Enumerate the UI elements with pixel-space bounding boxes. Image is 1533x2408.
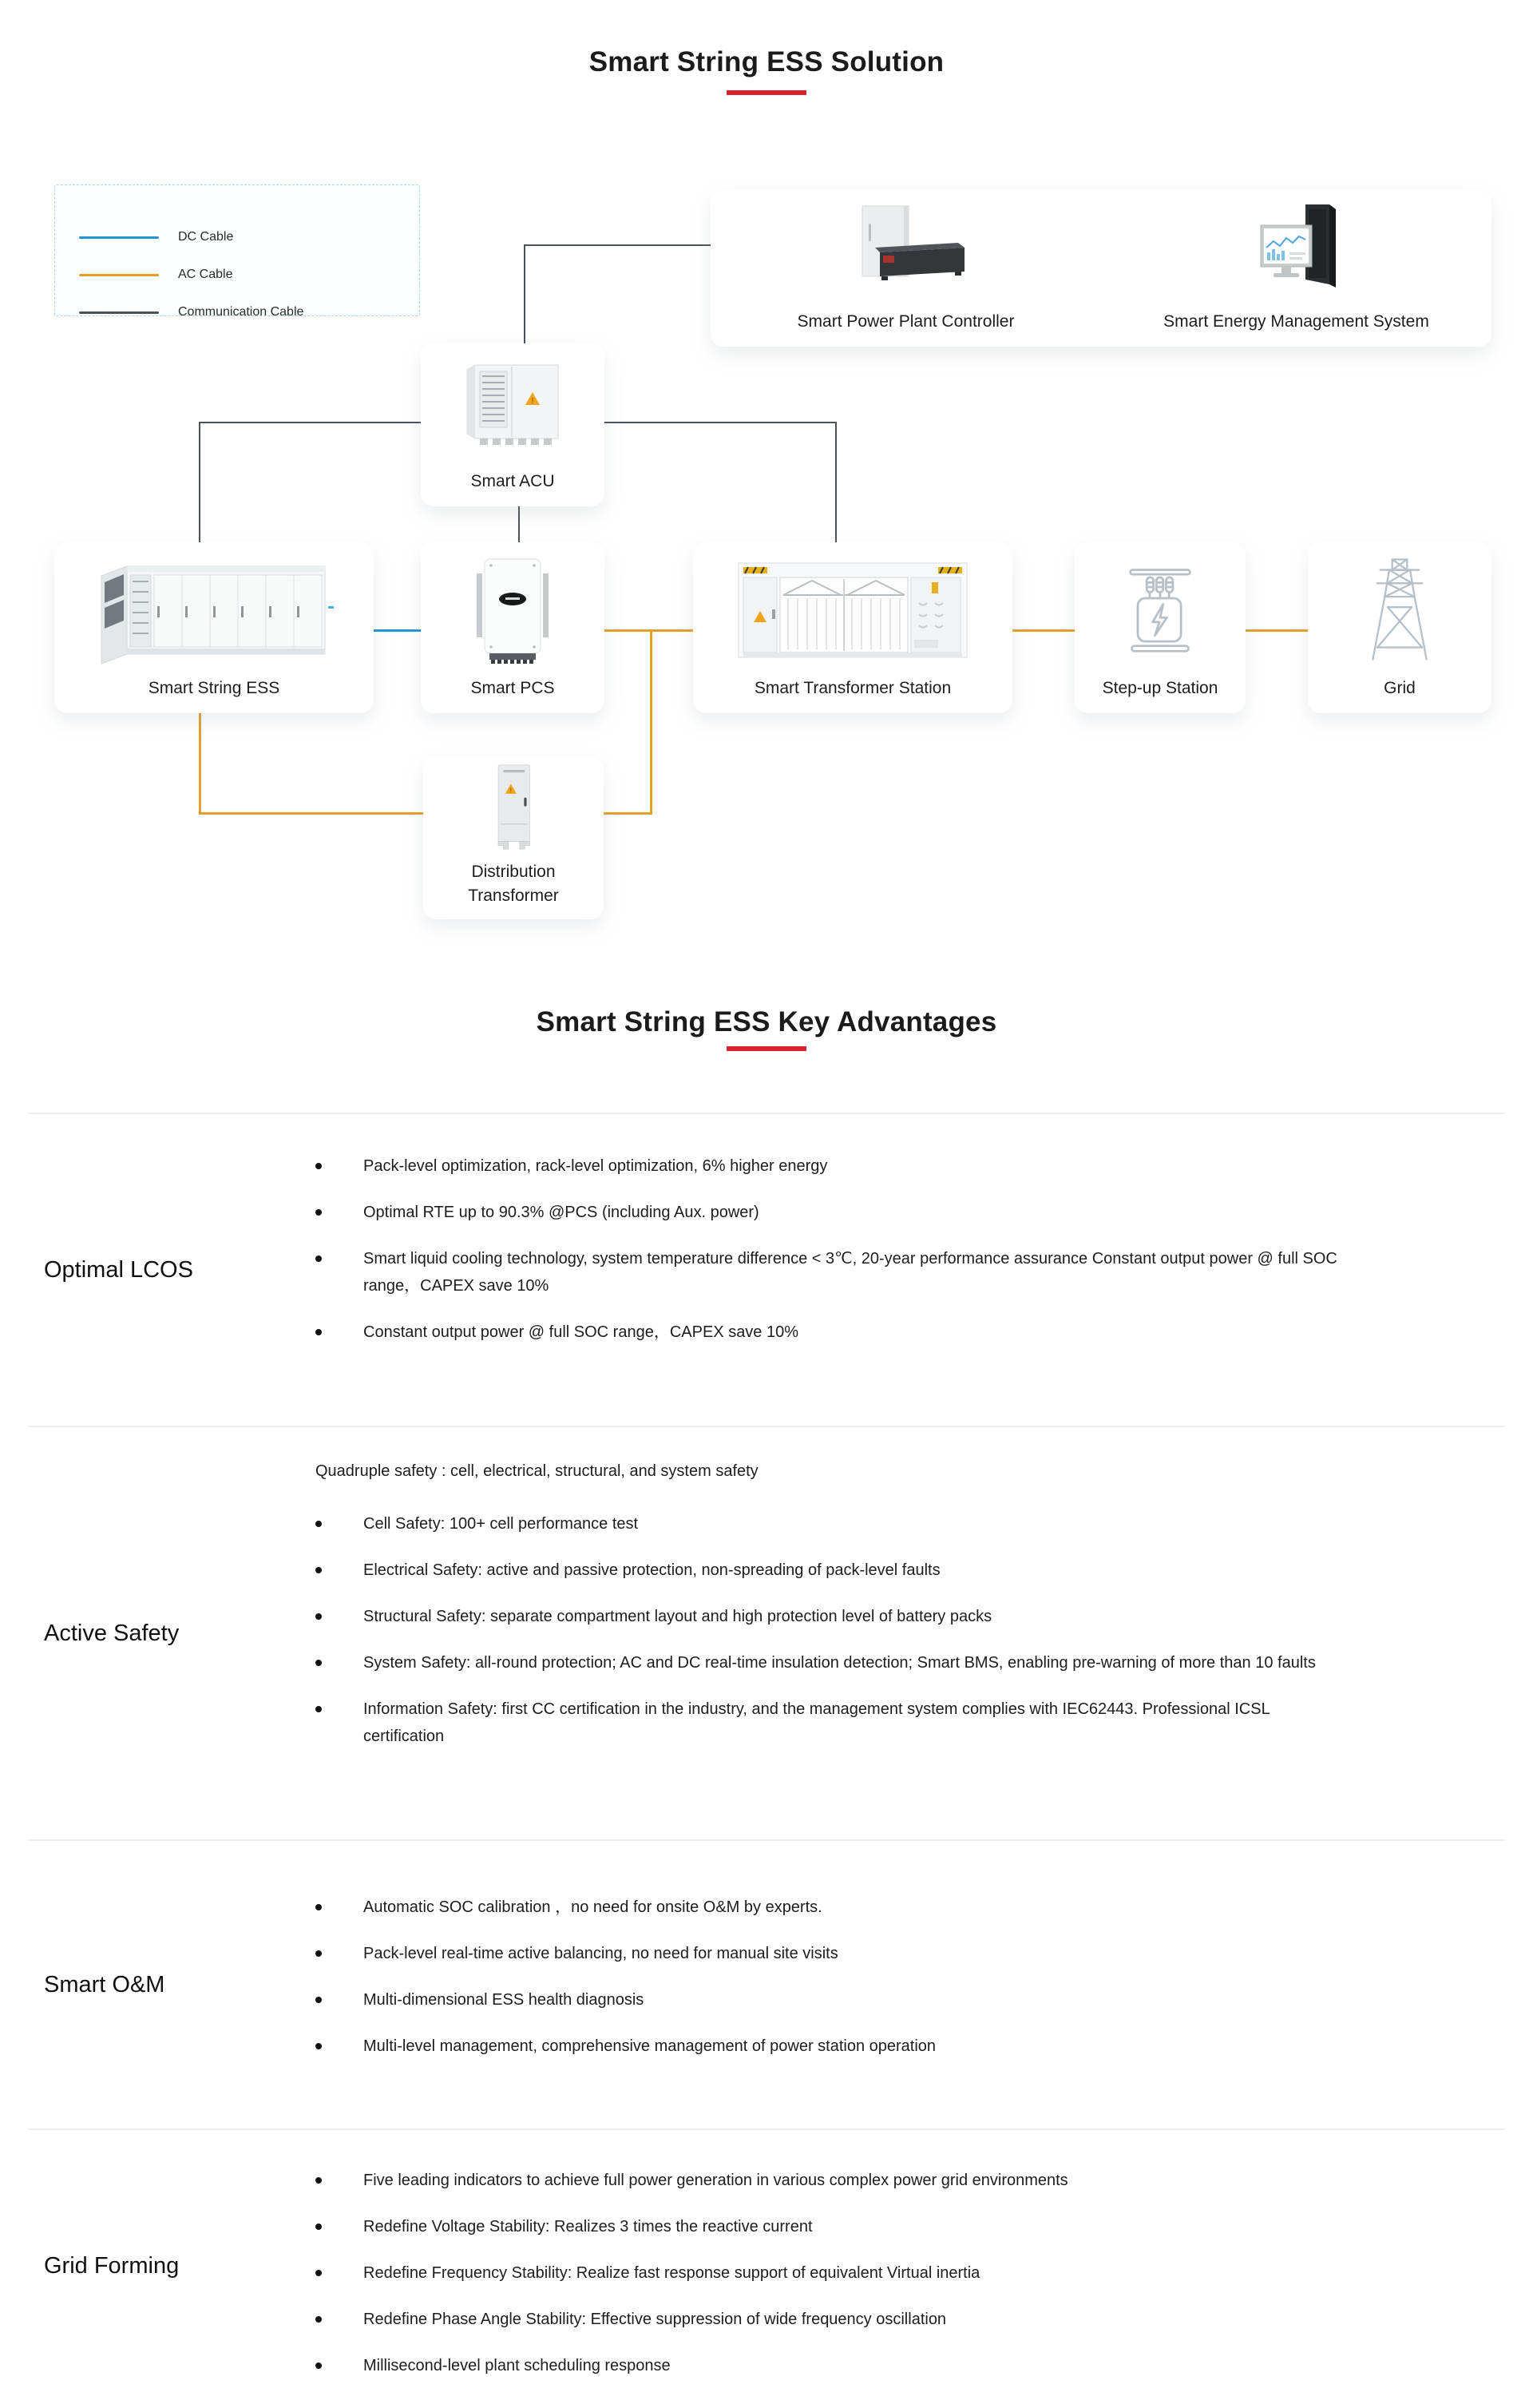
svg-text:!: ! [531,397,534,406]
legend-label: DC Cable [178,230,234,244]
bullet-item: Constant output power @ full SOC range，CAPEX save 10% [315,1319,1353,1346]
advantages-table [28,1113,1505,2402]
title-underline [727,90,806,95]
legend-label: AC Cable [178,268,233,281]
grid-tower-icon [1308,542,1491,676]
node-label: Smart Transformer Station [754,679,952,697]
power-plant-controller-image [711,190,1101,310]
smart-string-ess-card [54,542,374,713]
smart-acu-image [421,343,604,470]
communication-cable-swatch [79,311,159,314]
communication-cable-line [524,244,525,343]
smart-transformer-station-card [693,542,1012,713]
bullet-item: Structural Safety: separate compartment layout and high protection level of battery packs [315,1603,1353,1630]
communication-cable-line [524,244,711,246]
bullet-item: Redefine Voltage Stability: Realizes 3 times the reactive current [315,2213,1433,2240]
legend-label: Communication Cable [178,305,304,319]
bullet-list [315,1894,1505,2060]
bullet-item: Cell Safety: 100+ cell performance test [315,1510,1353,1537]
row-label: Optimal LCOS [44,1256,193,1283]
bullet-item: Smart liquid cooling technology, system temperature difference < 3℃, 20-year performance assurance Constant output power @ full SOC range，CAPEX save 10% [315,1245,1353,1299]
legend-item-dc [55,228,419,247]
node-label-line1: Distribution [471,863,556,881]
dc-cable-swatch [79,236,159,239]
ems-group [1101,190,1491,347]
smart-acu-card [421,343,604,506]
row-content [315,1841,1505,2128]
node-label: Grid [1384,679,1416,697]
node-label: Smart Power Plant Controller [797,312,1015,331]
row-label: Smart O&M [44,1971,165,1997]
energy-management-system-image [1101,190,1491,310]
row-smart-om [28,1839,1505,2128]
node-label [468,860,559,919]
page-title: Smart String ESS Solution [588,46,945,77]
ac-cable-line [1012,629,1075,632]
row-optimal-lcos [28,1113,1505,1426]
bullet-item: Multi-level management, comprehensive management of power station operation [315,2033,1353,2060]
bullet-item: Redefine Phase Angle Stability: Effective suppression of wide frequency oscillation [315,2306,1433,2333]
advantages-section-header [0,958,1533,1051]
step-up-station-icon [1075,542,1246,676]
row-grid-forming [28,2128,1505,2402]
ac-cable-line [604,812,652,815]
distribution-transformer-image [423,756,604,860]
quadruple-safety-header: Quadruple safety : cell, electrical, structural, and system safety [315,1462,759,1480]
smart-transformer-station-image [693,542,1012,676]
communication-cable-line [604,422,837,423]
svg-text:!: ! [509,787,512,795]
smart-string-ess-image [54,542,374,676]
row-label: Active Safety [44,1620,180,1646]
bullet-list [315,1152,1505,1346]
row-content [315,1427,1505,1839]
bullet-item: System Safety: all-round protection; AC and DC real-time insulation detection; Smart BMS, enabling pre-warning of more than 10 faults [315,1649,1353,1676]
legend-item-ac [55,265,419,284]
solution-diagram [0,0,1533,958]
bullet-item: Optimal RTE up to 90.3% @PCS (including Aux. power) [315,1199,1353,1226]
advantages-title-underline [727,1046,806,1051]
communication-cable-line [835,422,837,542]
bullet-item: Multi-dimensional ESS health diagnosis [315,1986,1353,2013]
node-label: Step-up Station [1102,679,1218,697]
ac-cable-line [199,812,423,815]
bullet-item: Electrical Safety: active and passive protection, non-spreading of pack-level faults [315,1557,1353,1584]
node-label: Smart Energy Management System [1163,312,1429,331]
bullet-item: Redefine Frequency Stability: Realize fast response support of equivalent Virtual inertia [315,2259,1433,2287]
distribution-transformer-card [423,756,604,919]
communication-cable-line [200,422,421,423]
dc-cable-line [374,629,423,632]
management-card [711,190,1491,347]
grid-card [1308,542,1491,713]
bullet-item: Pack-level optimization, rack-level optimization, 6% higher energy [315,1152,1353,1180]
cable-legend [54,184,420,319]
communication-cable-line [199,422,200,542]
row-content [315,2130,1505,2402]
step-up-station-card [1075,542,1246,713]
bullet-list [315,1510,1505,1750]
ac-cable-line [650,629,652,815]
ac-cable-swatch [79,274,159,276]
row-active-safety [28,1426,1505,1839]
ac-cable-line [604,629,693,632]
node-label: Smart PCS [470,679,555,697]
smart-pcs-image [421,542,604,676]
node-label: Smart String ESS [148,679,280,697]
bullet-item: Millisecond-level plant scheduling response [315,2352,1433,2379]
row-content [315,1114,1505,1426]
node-label-line2: Transformer [468,887,559,905]
advantages-title: Smart String ESS Key Advantages [536,1006,997,1037]
node-label: Smart ACU [470,472,555,490]
smart-pcs-card [421,542,604,713]
row-label: Grid Forming [44,2253,180,2279]
communication-cable-line [518,506,520,542]
ac-cable-line [199,713,201,815]
bullet-item: Pack-level real-time active balancing, no need for manual site visits [315,1940,1353,1967]
bullet-item: Automatic SOC calibration ，no need for onsite O&M by experts. [315,1894,1353,1921]
bullet-item: Information Safety: first CC certification in the industry, and the management system complies with IEC62443. Professional ICSL certification [315,1696,1353,1750]
legend-item-comm [55,303,419,322]
controller-group [711,190,1101,347]
ac-cable-line [1246,629,1308,632]
bullet-item: Five leading indicators to achieve full power generation in various complex power grid environments [315,2167,1433,2194]
bullet-list [315,2167,1505,2379]
